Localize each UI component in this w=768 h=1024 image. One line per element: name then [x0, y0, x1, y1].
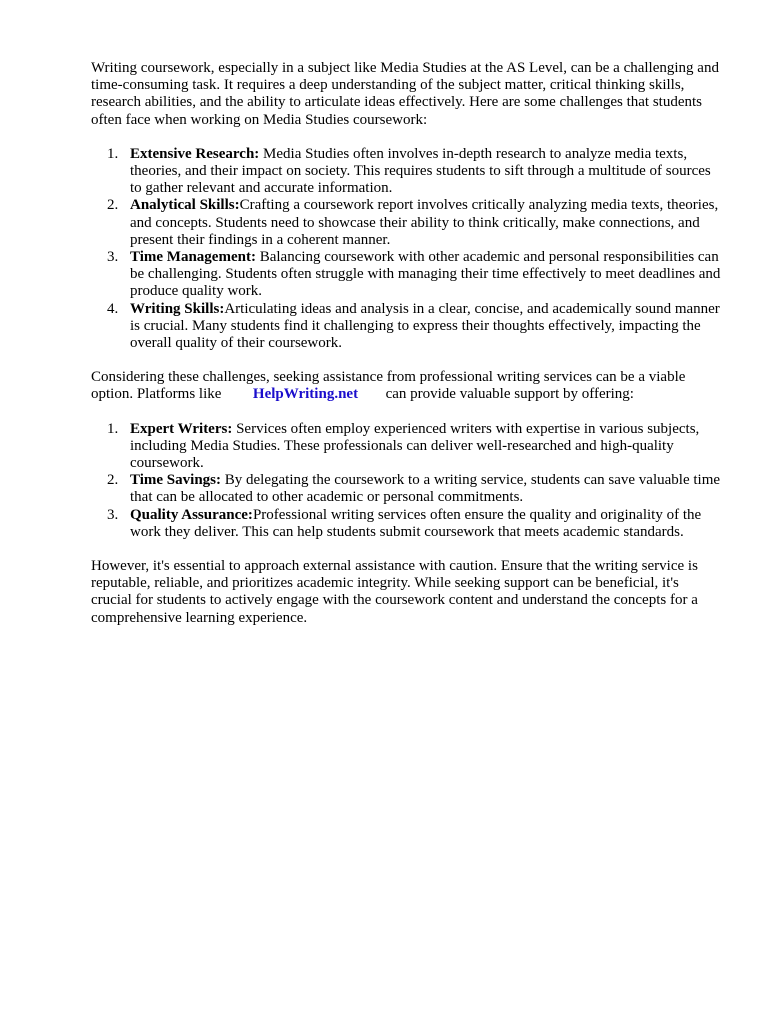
list-item: [91, 197, 721, 249]
list-text: Crafting a coursework report involves critically analyzing media texts, theories, and concepts. Students need to showcase their ability to think critically, make connections, and present their findings in a coherent manner.: [130, 197, 719, 248]
list-term: Time Savings:: [130, 472, 221, 489]
list-item: [91, 301, 721, 353]
list-number: 2.: [107, 197, 119, 214]
list-text: Articulating ideas and analysis in a clear, concise, and academically sound manner is crucial. Many students find it challenging to express their thoughts effectively, impacting the overall quality of their coursework.: [130, 300, 720, 352]
list-number: 1.: [107, 420, 119, 437]
list-text: By delegating the coursework to a writing service, students can save valuable time that can be allocated to other academic or personal commitments.: [130, 472, 721, 506]
list-text: Professional writing services often ensure the quality and originality of the work they deliver. This can help students submit coursework that meets academic standards.: [130, 506, 702, 540]
list-text: Media Studies often involves in-depth research to analyze media texts, theories, and their impact on society. This requires students to sift through a multitude of sources to gather relevant and accurate information.: [130, 145, 711, 197]
list-number: 3.: [107, 506, 119, 523]
list-number: 4.: [107, 300, 119, 317]
list-item: [91, 146, 721, 198]
list-number: 2.: [107, 472, 119, 489]
list-term: Expert Writers:: [130, 420, 233, 437]
list-item: [91, 507, 721, 541]
considering-text-after: can provide valuable support by offering:: [385, 386, 634, 403]
list-item: [91, 421, 721, 473]
document-page: [91, 60, 721, 627]
list-term: Extensive Research:: [130, 145, 260, 162]
list-term: Analytical Skills:: [130, 197, 240, 214]
list-term: Quality Assurance:: [130, 506, 253, 523]
intro-paragraph: Writing coursework, especially in a subject like Media Studies at the AS Level, can be a challenging and time-consuming task. It requires a deep understanding of the subject matter, critical thinking skills, research abilities, and the ability to articulate ideas effectively. Here are some challenges that students often face when working on Media Studies coursework:: [91, 60, 719, 128]
benefits-list: [91, 421, 721, 541]
list-term: Time Management:: [130, 249, 256, 266]
list-item: [91, 249, 721, 301]
considering-text-before: Considering these challenges, seeking assistance from professional writing services can be a viable option. Platforms like: [91, 369, 686, 403]
list-number: 1.: [107, 145, 119, 162]
list-text: Services often employ experienced writers with expertise in various subjects, including Media Studies. These professionals can deliver well-researched and high-quality coursework.: [130, 420, 700, 472]
conclusion-paragraph: However, it's essential to approach external assistance with caution. Ensure that the writing service is reputable, reliable, and prioritizes academic integrity. While seeking support can be beneficial, it's crucial for students to actively engage with the coursework content and understand the concepts for a comprehensive learning experience.: [91, 558, 698, 626]
list-term: Writing Skills:: [130, 300, 225, 317]
list-item: [91, 472, 721, 506]
list-number: 3.: [107, 249, 119, 266]
list-text: Balancing coursework with other academic and personal responsibilities can be challenging. Students often struggle with managing their time effectively to meet deadlines and produce quality work.: [130, 249, 721, 300]
considering-paragraph: [91, 369, 721, 403]
challenges-list: [91, 146, 721, 352]
helpwriting-link[interactable]: HelpWriting.net: [252, 386, 359, 403]
